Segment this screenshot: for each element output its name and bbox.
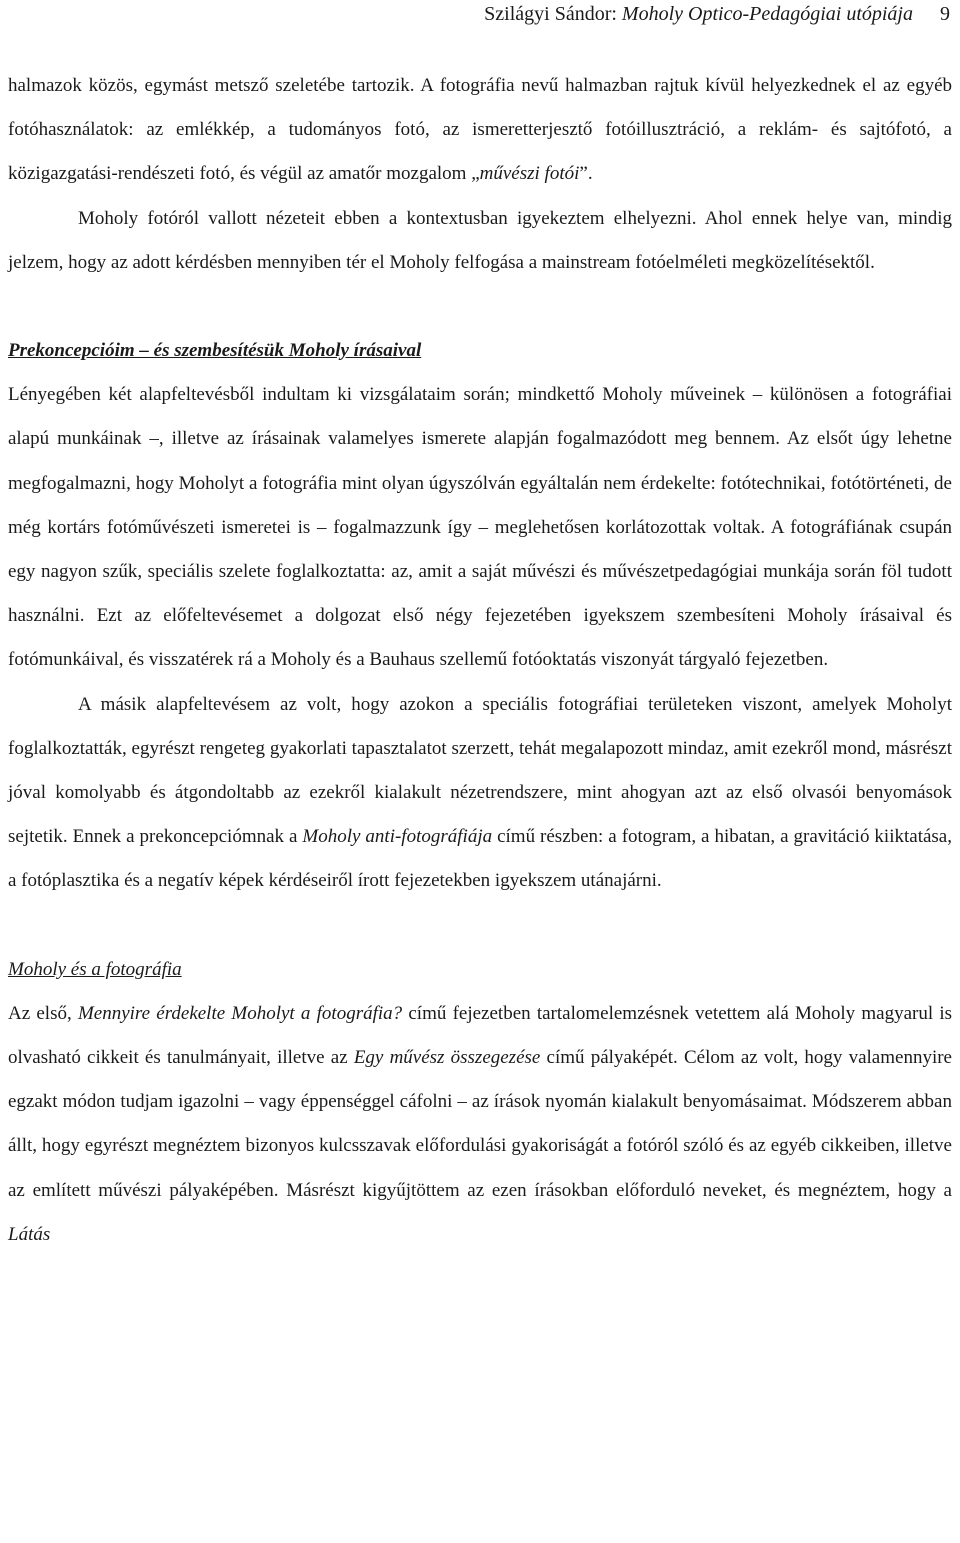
running-header xyxy=(484,2,950,26)
header-title: Moholy Optico-Pedagógiai utópiája xyxy=(621,3,913,25)
paragraph-1-end: ”. xyxy=(579,163,593,185)
paragraph-4-end: című részben: a fotogram, a hibatan, a gravitáció kiiktatása, a fotóplasztika és a negatív képek kérdéseiről írott fejezetekben igyekszem utánajárni. xyxy=(8,826,952,892)
section-heading-text: Prekoncepcióim – és szembesítésük Moholy írásaival xyxy=(8,340,422,362)
section-heading-prekoncepciok xyxy=(8,329,952,373)
paragraph-5-text-c: című fejezetben tartalomelemzésnek vetettem alá Moholy magyarul is olvasható cikkeit és tanulmányait, illetve az xyxy=(8,1002,953,1069)
paragraph-5 xyxy=(8,992,952,1257)
paragraph-2: Moholy fotóról vallott nézeteit ebben a kontextusban igyekeztem elhelyezni. Ahol ennek helye van, mindig jelzem, hogy az adott kérdésben mennyiben tér el Moholy felfogása a mainstream fotóelméleti megközelítésektől. xyxy=(8,207,952,273)
section-heading-moholy-fotografia xyxy=(8,948,952,992)
paragraph-5-text-e: című pályaképét. Célom az volt, hogy valamennyire egzakt módon tudjam igazolni – vagy éppenséggel cáfolni – az írások nyomán kialakult benyomásaimat. Módszerem abban állt, hogy egyrészt megnéztem bizonyos kulcsszavak előfordulási gyakoriságát a fotóról szóló és az egyéb cikkeiben, illetve az említett művészi pályaképében. Másrészt kigyűjtöttem az ezen írásokban előforduló neveket, és megnéztem, hogy a xyxy=(8,1047,952,1201)
subsection-heading-text: Moholy és a fotográfia xyxy=(8,958,182,980)
paragraph-4-italic: Moholy anti-fotográfiája xyxy=(302,826,493,848)
paragraph-1-text: halmazok közös, egymást metsző szeletébe tartozik. A fotográfia nevű halmazban rajtuk kívül helyezkednek el az egyéb fotóhasználatok: az emlékkép, a tudományos fotó, az ismeretterjesztő fotóillusztráció, a reklám- és sajtófotó, a közigazgatási-rendészeti fotó, és végül az amatőr mozgalom „ xyxy=(8,75,952,185)
paragraph-3: Lényegében két alapfeltevésből indultam ki vizsgálataim során; mindkettő Moholy műveinek – különösen a fotográfiai alapú munkáinak –, illetve az írásainak valamelyes ismerete alapján fogalmazódott meg bennem. Az elsőt úgy lehetne megfogalmazni, hogy Moholyt a fotográfia mint olyan úgyszólván egyáltalán nem érdekelte: fotótechnikai, fotótörténeti, de még kortárs fotóművészeti ismeretei is – fogalmazzunk így – meglehetősen korlátozottak voltak. A fotográfiának csupán egy nagyon szűk, speciális szelete foglalkoztatta: az, amit a saját művészi és művészetpedagógiai munkája során föl tudott használni. Ezt az előfeltevésemet a dolgozat első négy fejezetében igyekszem szembesíteni Moholy írásaival és fotómunkáival, és visszatérek rá a Moholy és a Bauhaus szellemű fotóoktatás viszonyát tárgyaló fejezetben. xyxy=(8,384,952,671)
paragraph-1 xyxy=(8,64,952,197)
paragraph-5-italic-f: Látás xyxy=(8,1223,51,1245)
paragraph-4-text: A másik alapfeltevésem az volt, hogy azokon a speciális fotográfiai területeken viszont, amelyek Moholyt foglalkoztatták, egyrészt rengeteg gyakorlati tapasztalatot szerzett, tehát megalapozott mindaz, amit ezekről mond, másrészt jóval komolyabb és átgondoltabb az ezekről kialakult nézetrendszere, mint ahogyan azt az első olvasói benyomások sejtetik. Ennek a prekoncepciómnak a xyxy=(8,693,952,848)
paragraph-5-italic-d: Egy művész összegezése xyxy=(353,1047,541,1069)
paragraph-1-italic: művészi fotói xyxy=(479,163,580,185)
paragraph-4 xyxy=(8,683,952,904)
paragraph-5-italic-b: Mennyire érdekelte Moholyt a fotográfia? xyxy=(77,1002,403,1024)
page-number: 9 xyxy=(940,3,950,25)
header-author: Szilágyi Sándor: xyxy=(484,3,617,25)
body-text xyxy=(8,64,952,1257)
paragraph-5-text-a: Az első, xyxy=(8,1002,78,1024)
